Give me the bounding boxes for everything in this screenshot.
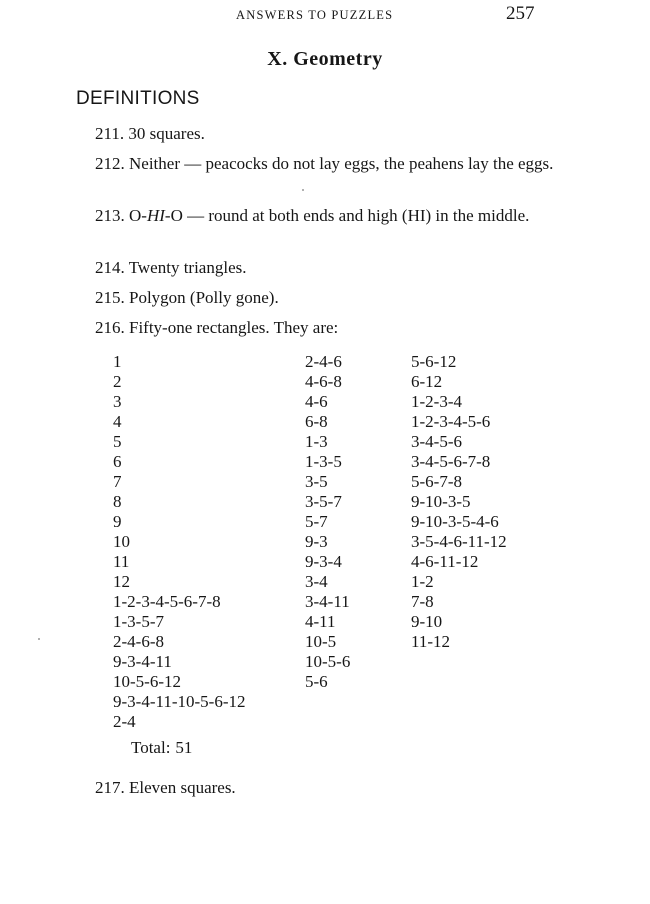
answer-text: Fifty-one rectangles. They are: xyxy=(129,318,339,337)
answer-text: Polygon (Polly gone). xyxy=(129,288,279,307)
rectangle-list-item: 2-4-6 xyxy=(305,352,342,371)
paper-speck xyxy=(38,638,40,640)
rectangle-list-item: 4-6-11-12 xyxy=(411,552,479,571)
rectangle-list-item: 9-10-3-5 xyxy=(411,492,471,511)
page-number: 257 xyxy=(506,3,535,24)
rectangle-list-item: 1-2-3-4-5-6 xyxy=(411,412,491,431)
rectangle-list-item: 10-5 xyxy=(305,632,337,651)
rectangle-list-item: 6-8 xyxy=(305,412,328,431)
rectangle-list-item: 1-3-5 xyxy=(305,452,342,471)
rectangle-list-column-3 xyxy=(411,352,507,652)
rectangle-list-item: 9-3-4-11 xyxy=(113,652,172,671)
answer-text: Eleven squares. xyxy=(129,778,236,797)
rectangle-list-item: 5-7 xyxy=(305,512,328,531)
rectangle-list-item: 1-2 xyxy=(411,572,434,591)
rectangle-list-item: 6 xyxy=(113,452,122,471)
rectangle-list-item: 3-4-5-6-7-8 xyxy=(411,452,491,471)
answer-text: Neither — peacocks do not lay eggs, the peahens lay the eggs. xyxy=(129,154,554,173)
answer-number: 217. xyxy=(95,778,125,797)
rectangle-list-item: 12 xyxy=(113,572,130,591)
total-label: Total: xyxy=(131,738,171,757)
rectangle-list-item: 9-10-3-5-4-6 xyxy=(411,512,499,531)
rectangle-list-item: 9-3-4-11-10-5-6-12 xyxy=(113,692,246,711)
rectangle-list-item: 4-6 xyxy=(305,392,328,411)
answer-number: 214. xyxy=(95,258,125,277)
rectangle-total xyxy=(131,738,192,758)
answer-214 xyxy=(76,256,554,279)
rectangle-list-item: 1 xyxy=(113,352,122,371)
rectangle-list-item: 7-8 xyxy=(411,592,434,611)
total-value: 51 xyxy=(175,738,193,757)
rectangle-list-item: 8 xyxy=(113,492,122,511)
rectangle-list-item: 5-6 xyxy=(305,672,328,691)
answer-number: 213. xyxy=(95,206,125,225)
rectangle-list-item: 11-12 xyxy=(411,632,451,651)
rectangle-list-item: 9-3 xyxy=(305,532,328,551)
rectangle-list-item: 3-4-11 xyxy=(305,592,350,611)
rectangle-list-item: 1-2-3-4-5-6-7-8 xyxy=(113,592,221,611)
rectangle-list-item: 10 xyxy=(113,532,130,551)
rectangle-list-item: 11 xyxy=(113,552,130,571)
rectangle-list-column-1 xyxy=(113,352,246,732)
rectangle-list-column-2 xyxy=(305,352,350,692)
rectangle-list-item: 4-11 xyxy=(305,612,336,631)
rectangle-list-item: 3-4-5-6 xyxy=(411,432,462,451)
rectangle-list-item: 1-2-3-4 xyxy=(411,392,462,411)
answer-text: 30 squares. xyxy=(128,124,205,143)
answer-212 xyxy=(76,152,554,175)
rectangle-list-item: 10-5-6 xyxy=(305,652,351,671)
answer-number: 216. xyxy=(95,318,125,337)
paper-speck xyxy=(302,189,304,191)
answer-text xyxy=(129,206,529,225)
rectangle-list-item: 3 xyxy=(113,392,122,411)
rectangle-list-item: 4-6-8 xyxy=(305,372,342,391)
answer-text-start: O- xyxy=(129,206,147,225)
rectangle-list-item: 3-4 xyxy=(305,572,328,591)
answer-number: 211. xyxy=(95,124,125,143)
rectangle-list-item: 9-3-4 xyxy=(305,552,342,571)
rectangle-list-item: 4 xyxy=(113,412,122,431)
answer-216 xyxy=(76,316,554,339)
answer-211 xyxy=(76,122,554,145)
rectangle-list-item: 2-4 xyxy=(113,712,136,731)
rectangle-list-item: 9-10 xyxy=(411,612,443,631)
rectangle-list-item: 5-6-7-8 xyxy=(411,472,462,491)
answer-text-italic: HI xyxy=(146,206,165,225)
rectangle-list-item: 1-3 xyxy=(305,432,328,451)
answer-217 xyxy=(76,776,554,799)
rectangle-list-item: 5-6-12 xyxy=(411,352,457,371)
rectangle-list-item: 7 xyxy=(113,472,122,491)
chapter-title: X. Geometry xyxy=(267,48,383,70)
rectangle-list-item: 1-3-5-7 xyxy=(113,612,164,631)
rectangle-list-item: 3-5-4-6-11-12 xyxy=(411,532,507,551)
running-head: ANSWERS TO PUZZLES xyxy=(236,8,394,22)
rectangle-list-item: 9 xyxy=(113,512,122,531)
answer-text: Twenty triangles. xyxy=(128,258,247,277)
rectangle-list-item: 2-4-6-8 xyxy=(113,632,164,651)
answer-number: 215. xyxy=(95,288,125,307)
answer-213 xyxy=(76,204,554,227)
answer-text-end: -O — round at both ends and high (HI) in the middle. xyxy=(164,206,530,225)
rectangle-list-item: 2 xyxy=(113,372,122,391)
rectangle-list-item: 6-12 xyxy=(411,372,443,391)
rectangle-list-item: 3-5-7 xyxy=(305,492,342,511)
answer-number: 212. xyxy=(95,154,125,173)
section-heading: DEFINITIONS xyxy=(76,88,200,109)
rectangle-list-item: 5 xyxy=(113,432,122,451)
answer-215 xyxy=(76,286,554,309)
rectangle-list-item: 10-5-6-12 xyxy=(113,672,181,691)
rectangle-list-item: 3-5 xyxy=(305,472,328,491)
